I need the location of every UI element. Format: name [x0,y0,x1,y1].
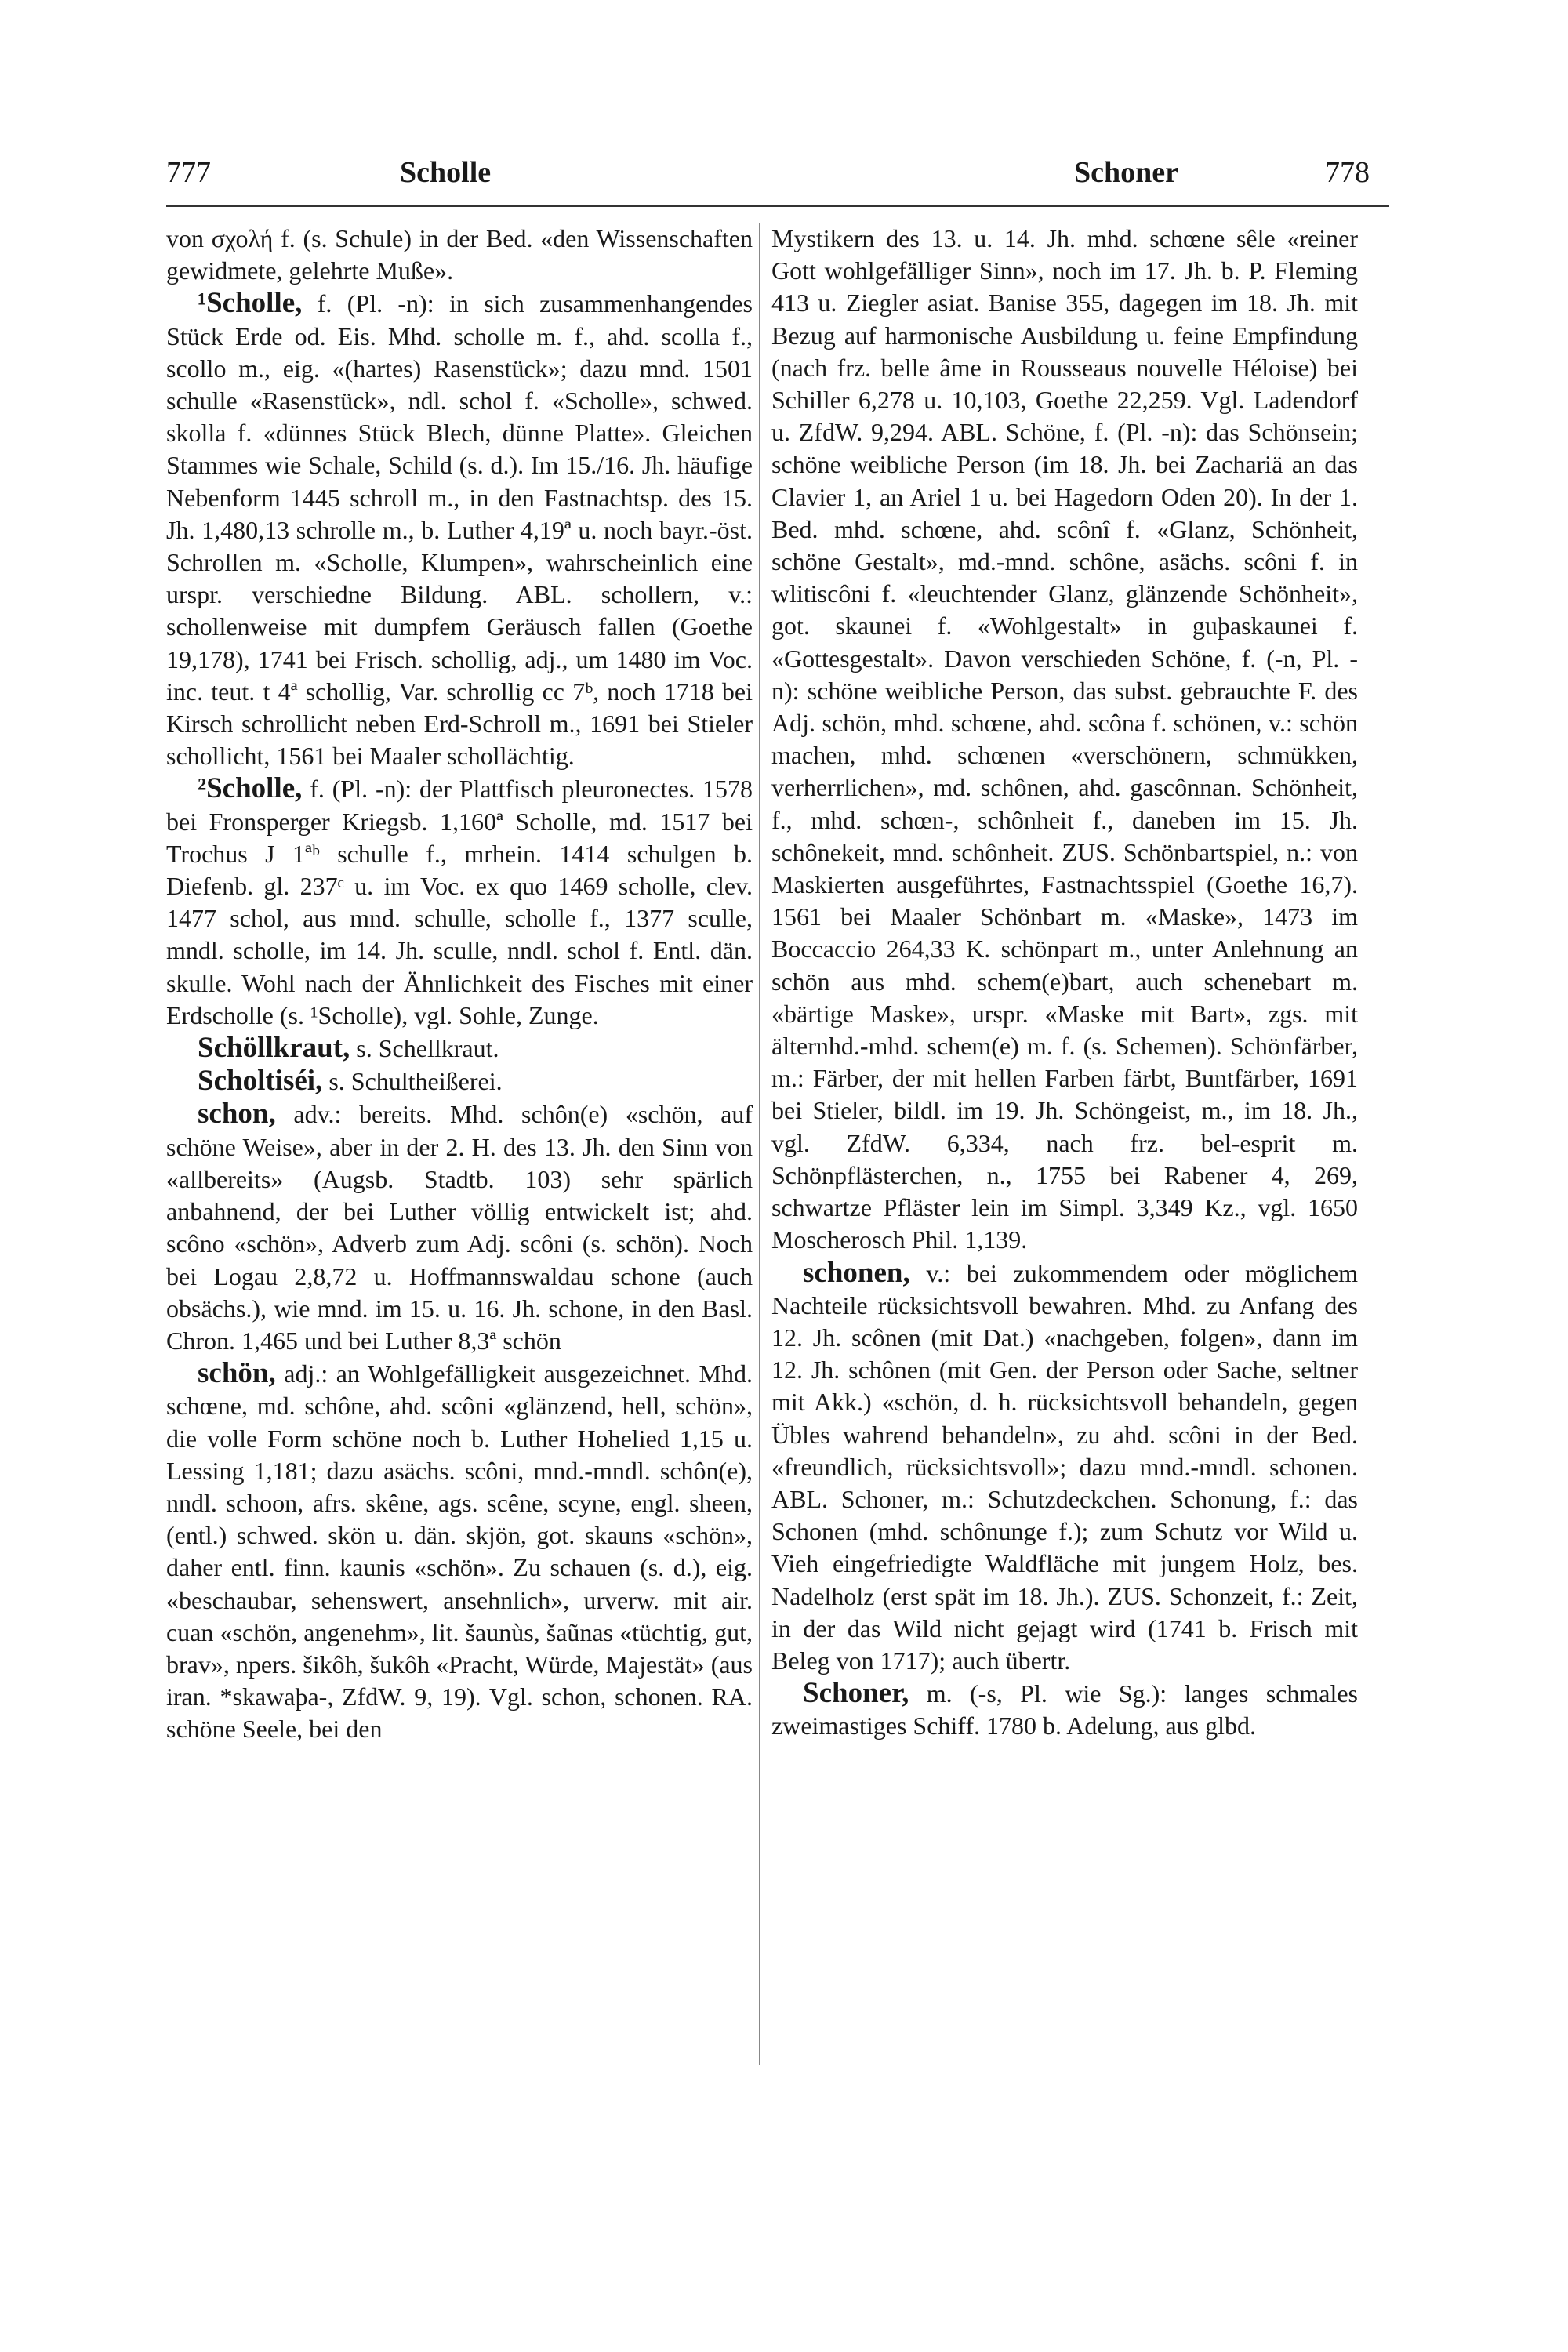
entry-headword: Schöllkraut, [198,1032,350,1065]
dictionary-entry [771,1677,1358,1742]
entry-text: f. (Pl. -n): der Plattfisch pleuronectes. 1578 bei Fronsperger Kriegsb. 1,160ª Scholle, md. 1517 bei Trochus J 1ªᵇ schulle f., mrhein. 1414 schulgen b. Diefenb. gl. 237ᶜ u. im Voc. ex quo 1469 scholle, clev. 1477 schol, aus mnd. schulle, scholle f., 1377 sculle, mndl. scholle, im 14. Jh. sculle, nndl. schol f. Entl. dän. skulle. Wohl nach der Ähnlichkeit des Fisches mit einer Erdscholle (s. ¹Scholle), vgl. Sohle, Zunge. [166,775,753,1029]
left-column [166,223,753,1746]
dictionary-entry [771,1257,1358,1678]
entry-headword: schön, [198,1357,276,1390]
page-number-right: 778 [1325,156,1370,189]
entry-text: von σχολή f. (s. Schule) in der Bed. «den Wissenschaften gewidmete, gelehrte Muße». [166,224,753,285]
entry-text: s. Schultheißerei. [322,1067,503,1096]
page-number-left: 777 [166,156,211,189]
entry-continuation [166,223,753,287]
dictionary-entry [166,1032,753,1065]
header-rule [166,205,1389,207]
entry-text: adv.: bereits. Mhd. schôn(e) «schön, auf schöne Weise», aber in der 2. H. des 13. Jh. den Sinn von «allbereits» (Augsb. Stadtb. 103) sehr spärlich anbahnend, der bei Luther völlig entwickelt ist; ahd. scôno «schön», Adverb zum Adj. scôni (s. schön). Noch bei Logau 2,8,72 u. Hoffmannswaldau schone (auch obsächs.), wie mnd. im 15. u. 16. Jh. schone, in den Basl. Chron. 1,465 und bei Luther 8,3ª schön [166,1100,753,1355]
entry-continuation [771,223,1358,1257]
entry-headword: Scholtiséi, [198,1065,323,1098]
dictionary-entry [166,772,753,1032]
dictionary-entry [166,1098,753,1357]
entry-text: m. (-s, Pl. wie Sg.): langes schmales zweimastiges Schiff. 1780 b. Adelung, aus glbd. [771,1679,1358,1740]
guide-word-left: Scholle [400,156,492,189]
entry-text: v.: bei zukommendem oder möglichem Nachteile rücksichtsvoll bewahren. Mhd. zu Anfang des 12. Jh. scônen (mit Dat.) «nachgeben, folgen», dann im 12. Jh. schônen (mit Gen. der Person oder Sache, seltner mit Akk.) «schön, d. h. rücksichtsvoll behandeln, gegen Übles wahrend behandeln», zu ahd. scôni in der Bed. «freundlich, rücksichtsvoll»; dazu mnd.-mndl. schonen. ABL. Schoner, m.: Schutzdeckchen. Schonung, f.: das Schonen (mhd. schônunge f.); zum Schutz vor Wild u. Vieh eingefriedigte Waldfläche mit jungem Holz, bes. Nadelholz (erst spät im 18. Jh.). ZUS. Schonzeit, f.: Zeit, in der das Wild nicht gejagt wird (1741 b. Frisch mit Beleg von 1717); auch übertr. [771,1258,1358,1675]
column-divider [759,223,760,2065]
entry-headword: schonen, [803,1256,910,1289]
entry-headword: ¹Scholle, [198,287,303,320]
dictionary-entry [166,1065,753,1098]
entry-headword: Schoner, [803,1677,909,1710]
right-column [771,223,1358,1743]
entry-headword: schon, [198,1098,276,1131]
dictionary-entry [166,287,753,772]
running-header [0,154,1568,201]
entry-text: Mystikern des 13. u. 14. Jh. mhd. schœne sêle «reiner Gott wohlgefälliger Sinn», noch im 17. Jh. b. P. Fleming 413 u. Ziegler asiat. Banise 355, dagegen im 18. Jh. mit Bezug auf harmonische Ausbildung u. feine Empfindung (nach frz. belle âme in Rousseaus nouvelle Héloise) bei Schiller 6,278 u. 10,103, Goethe 22,259. Vgl. Ladendorf u. ZfdW. 9,294. ABL. Schöne, f. (Pl. -n): das Schönsein; schöne weibliche Person (im 18. Jh. bei Zachariä an das Clavier 1, an Ariel 1 u. bei Hagedorn Oden 20). In der 1. Bed. mhd. schœne, ahd. scônî f. «Glanz, Schönheit, schöne Gestalt», md.-mnd. schône, asächs. scôni f. in wlitiscôni f. «leuchtender Glanz, glänzende Schönheit», got. skaunei f. «Wohlgestalt» in guþaskaunei f. «Gottesgestalt». Davon verschieden Schöne, f. (-n, Pl. -n): schöne weibliche Person, das subst. gebrauchte F. des Adj. schön, mhd. schœne, ahd. scôna f. schönen, v.: schön machen, mhd. schœnen «verschönern, schmükken, verherrlichen», md. schônen, ahd. gascônnan. Schönheit, f., mhd. schœn-, schônheit f., daneben im 15. Jh. schônekeit, mnd. schônheit. ZUS. Schönbartspiel, n.: von Maskierten ausgeführtes, Fastnachtsspiel (Goethe 16,7). 1561 bei Maaler Schönbart m. «Maske», 1473 im Boccaccio 264,33 K. schönpart m., unter Anlehnung an schön aus mhd. schem(e)bart, auch schenebart m. «bärtige Maske», urspr. «Maske mit Bart», zgs. mit älternhd.-mhd. schem(e) m. f. (s. Schemen). Schönfärber, m.: Färber, der mit hellen Farben färbt, Buntfärber, 1691 bei Stieler, bildl. im 19. Jh. Schöngeist, m., im 18. Jh., vgl. ZfdW. 6,334, nach frz. bel-esprit m. Schönpflästerchen, n., 1755 bei Rabener 4, 269, schwartze Pfläster lein im Simpl. 3,349 Kz., vgl. 1650 Moscherosch Phil. 1,139. [771,224,1358,1254]
entry-text: s. Schellkraut. [350,1034,499,1063]
dictionary-entry [166,1357,753,1745]
guide-word-right: Schoner [1074,156,1178,189]
entry-headword: ²Scholle, [198,772,303,805]
entry-text: adj.: an Wohlgefälligkeit ausgezeichnet. Mhd. schœne, md. schône, ahd. scôni «glänzend, hell, schön», die volle Form schöne noch b. Luther Hohelied 1,15 u. Lessing 1,181; dazu asächs. scôni, mnd.-mndl. schôn(e), nndl. schoon, afrs. skêne, ags. scêne, scyne, engl. sheen, (entl.) schwed. skön u. dän. skjön, got. skauns «schön», daher entl. finn. kaunis «schön». Zu schauen (s. d.), eig. «beschaubar, sehenswert, ansehnlich», urverw. mit air. cuan «schön, angenehm», lit. šaunùs, šaũnas «tüchtig, gut, brav», npers. šikôh, šukôh «Pracht, Würde, Majestät» (aus iran. *skawaþa-, ZfdW. 9, 19). Vgl. schon, schonen. RA. schöne Seele, bei den [166,1359,753,1744]
entry-text: f. (Pl. -n): in sich zusammenhangendes Stück Erde od. Eis. Mhd. scholle m. f., ahd. scolla f., scollo m., eig. «(hartes) Rasenstück»; dazu mnd. 1501 schulle «Rasenstück», ndl. schol f. «Scholle», schwed. skolla f. «dünnes Stück Blech, dünne Platte». Gleichen Stammes wie Schale, Schild (s. d.). Im 15./16. Jh. häufige Nebenform 1445 schroll m., in den Fastnachtsp. des 15. Jh. 1,480,13 schrolle m., b. Luther 4,19ª u. noch bayr.-öst. Schrollen m. «Scholle, Klumpen», wahrscheinlich eine urspr. verschiedne Bildung. ABL. schollern, v.: schollenweise mit dumpfem Geräusch fallen (Goethe 19,178), 1741 bei Frisch. schollig, adj., um 1480 im Voc. inc. teut. t 4ª schollig, Var. schrollig cc 7ᵇ, noch 1718 bei Kirsch schrollicht neben Erd-Schroll m., 1691 bei Stieler schollicht, 1561 bei Maaler schollächtig. [166,289,753,771]
